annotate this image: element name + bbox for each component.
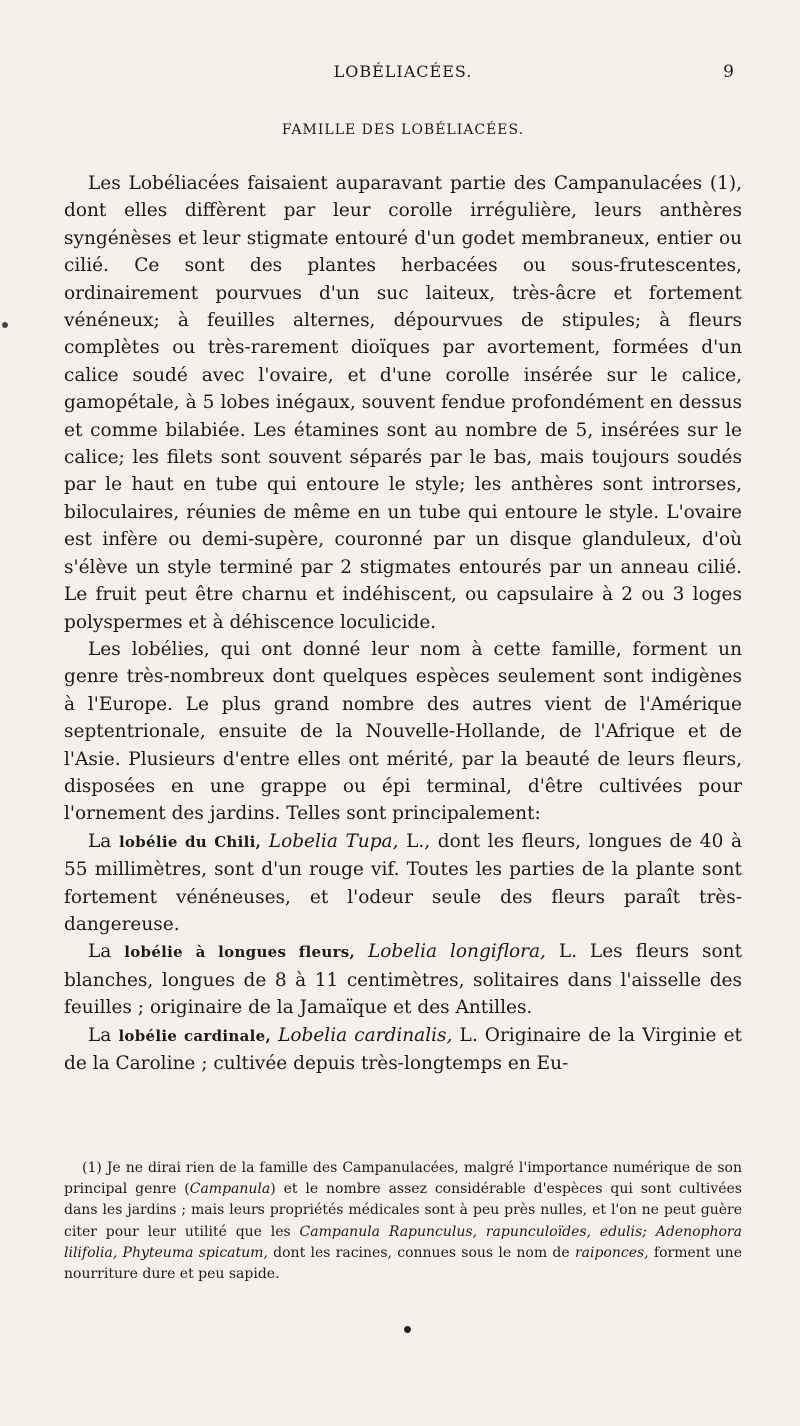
latin-name: Lobelia Tupa,	[268, 830, 399, 852]
paragraph-lobelia-tupa	[64, 828, 742, 939]
paragraph-lobelia-genus: Les lobélies, qui ont donné leur nom à cette famille, forment un genre très-nombreux dont quelques espèces seulement sont indigènes à l'Europe. Le plus grand nombre des autres vient de l'Amérique septentrionale, ensuite de la Nouvelle-Hollande, de l'Afrique et de l'Asie. Plusieurs d'entre elles ont mérité, par la beauté de leurs fleurs, disposées en une grappe ou épi terminal, d'être cultivées pour l'ornement des jardins. Telles sont principalement:	[64, 638, 742, 825]
latin-name: Lobelia longiflora,	[367, 941, 546, 963]
paragraph-rest: L. Les fleurs sont blanches, longues de 8 à 11 centimètres, solitaires dans l'aisselle des feuilles ; originaire de la Jamaïque et des Antilles.	[64, 941, 742, 1019]
page-header	[64, 62, 742, 86]
paragraph-lead: La	[88, 941, 112, 963]
footnote-part: ) et le nombre assez considérable d'espèces qui sont cultivées dans les jardins ; mais leurs propriétés médicales sont à peu près nulles, et l'on ne peut guère citer pour leur utilité que les	[64, 1181, 742, 1240]
running-title: LOBÉLIACÉES.	[333, 62, 473, 81]
paragraph-lobelia-longiflora	[64, 938, 742, 1021]
body-text	[64, 170, 742, 1077]
page-dot-mark	[404, 1326, 411, 1333]
paragraph-lobelia-cardinalis	[64, 1022, 742, 1078]
footnote	[64, 1158, 742, 1285]
latin-name: Lobelia cardinalis,	[278, 1024, 453, 1046]
common-name: lobélie cardinale,	[118, 1026, 271, 1045]
footnote-species: Campanula Rapunculus, rapunculoïdes, edulis; Adenophora lilifolia, Phyteuma spicatum,	[64, 1223, 742, 1261]
paragraph-rest: L. Originaire de la Virginie et de la Caroline ; cultivée depuis très-longtemps en Eu-	[64, 1024, 742, 1074]
page-number: 9	[723, 62, 734, 82]
footnote-raiponces: raiponces,	[574, 1244, 649, 1261]
common-name: lobélie à longues fleurs,	[124, 943, 356, 962]
margin-mark	[2, 322, 8, 328]
section-title: FAMILLE DES LOBÉLIACÉES.	[281, 122, 525, 138]
paragraph-lead: La	[88, 830, 112, 852]
footnote-text	[64, 1158, 742, 1285]
paragraph-lead: La	[88, 1024, 112, 1046]
paragraph-rest: L., dont les fleurs, longues de 40 à 55 millimètres, sont d'un rouge vif. Toutes les parties de la plante sont fortement vénéneuses, et l'odeur seule des fleurs paraît très-dangereuse.	[64, 830, 742, 935]
common-name: lobélie du Chili,	[118, 832, 262, 851]
footnote-part: forment une nourriture dure et peu sapide.	[64, 1244, 742, 1283]
footnote-genus: Campanula	[189, 1181, 271, 1198]
footnote-part: dont les racines, connues sous le nom de	[267, 1244, 575, 1261]
footnote-part: (1) Je ne dirai rien de la famille des Campanulacées, malgré l'importance numérique de son principal genre (	[64, 1160, 742, 1198]
paragraph-family-description: Les Lobéliacées faisaient auparavant partie des Campanulacées (1), dont elles diffèrent par leur corolle irrégulière, leurs anthères syngénèses et leur stigmate entouré d'un godet membraneux, entier ou cilié. Ce sont des plantes herbacées ou sous-frutescentes, ordinairement pourvues d'un suc laiteux, très-âcre et fortement vénéneux; à feuilles alternes, dépourvues de stipules; à fleurs complètes ou très-rarement dioïques par avortement, formées d'un calice soudé avec l'ovaire, et d'une corolle insérée sur le calice, gamopétale, à 5 lobes inégaux, souvent fendue profondément en dessus et comme bilabiée. Les étamines sont au nombre de 5, insérées sur le calice; les filets sont souvent séparés par le bas, mais toujours soudés par le haut en tube qui entoure le style; les anthères sont introrses, biloculaires, réunies de même en un tube qui entoure le style. L'ovaire est infère ou demi-supère, couronné par un disque glanduleux, d'où s'élève un style terminé par 2 stigmates entourés par un anneau cilié. Le fruit peut être charnu et indéhiscent, ou capsulaire à 2 ou 3 loges polyspermes et à déhiscence loculicide.	[64, 173, 742, 633]
